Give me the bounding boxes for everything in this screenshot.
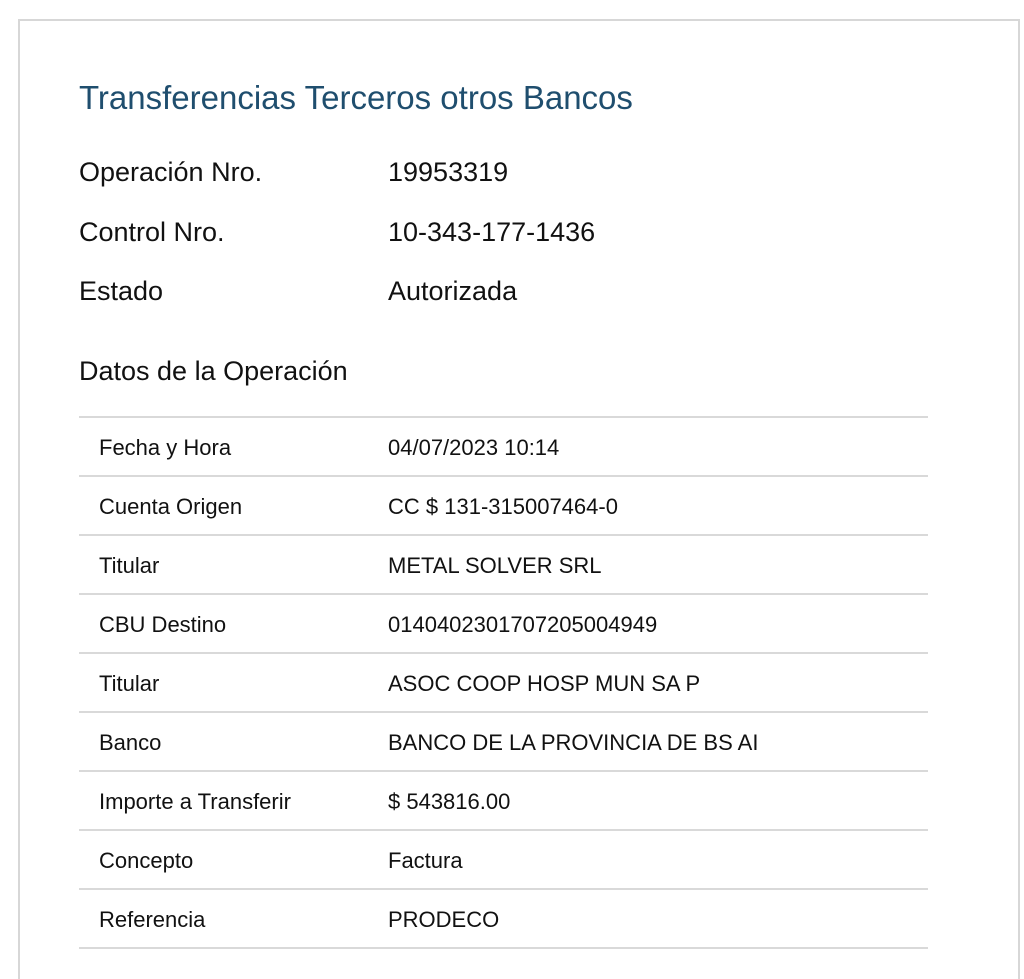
table-row (79, 654, 928, 713)
detail-value: $ 543816.00 (388, 789, 511, 814)
detail-value: PRODECO (388, 907, 500, 932)
page-title: Transferencias Terceros otros Bancos (79, 79, 633, 116)
detail-value: 04/07/2023 10:14 (388, 435, 560, 460)
summary-label: Operación Nro. (79, 157, 263, 187)
receipt-card (18, 19, 1020, 979)
detail-label: Banco (99, 730, 162, 755)
table-row (79, 595, 928, 654)
status-value: Autorizada (388, 276, 518, 306)
table-row (79, 713, 928, 772)
detail-label: Titular (99, 671, 160, 696)
details-table (79, 416, 928, 949)
detail-label: Fecha y Hora (99, 435, 232, 460)
summary-value: 10-343-177-1436 (388, 217, 596, 247)
detail-label: Importe a Transferir (99, 789, 291, 814)
detail-label: Cuenta Origen (99, 494, 243, 519)
detail-value: CC $ 131-315007464-0 (388, 494, 618, 519)
detail-value: Factura (388, 848, 463, 873)
detail-value: 0140402301707205004949 (388, 612, 658, 637)
table-row (79, 536, 928, 595)
table-row (79, 831, 928, 890)
table-row (79, 772, 928, 831)
detail-label: Referencia (99, 907, 206, 932)
summary-value: 19953319 (388, 157, 509, 187)
section-title: Datos de la Operación (79, 356, 348, 386)
summary-row-operation (79, 157, 879, 197)
detail-label: CBU Destino (99, 612, 227, 637)
detail-label: Titular (99, 553, 160, 578)
table-row (79, 890, 928, 949)
table-row (79, 418, 928, 477)
detail-value: BANCO DE LA PROVINCIA DE BS AI (388, 730, 759, 755)
summary-label: Estado (79, 276, 164, 306)
summary-row-control (79, 217, 879, 257)
detail-value: ASOC COOP HOSP MUN SA P (388, 671, 701, 696)
summary-label: Control Nro. (79, 217, 225, 247)
table-row (79, 477, 928, 536)
detail-label: Concepto (99, 848, 194, 873)
summary-row-status (79, 276, 879, 316)
detail-value: METAL SOLVER SRL (388, 553, 602, 578)
